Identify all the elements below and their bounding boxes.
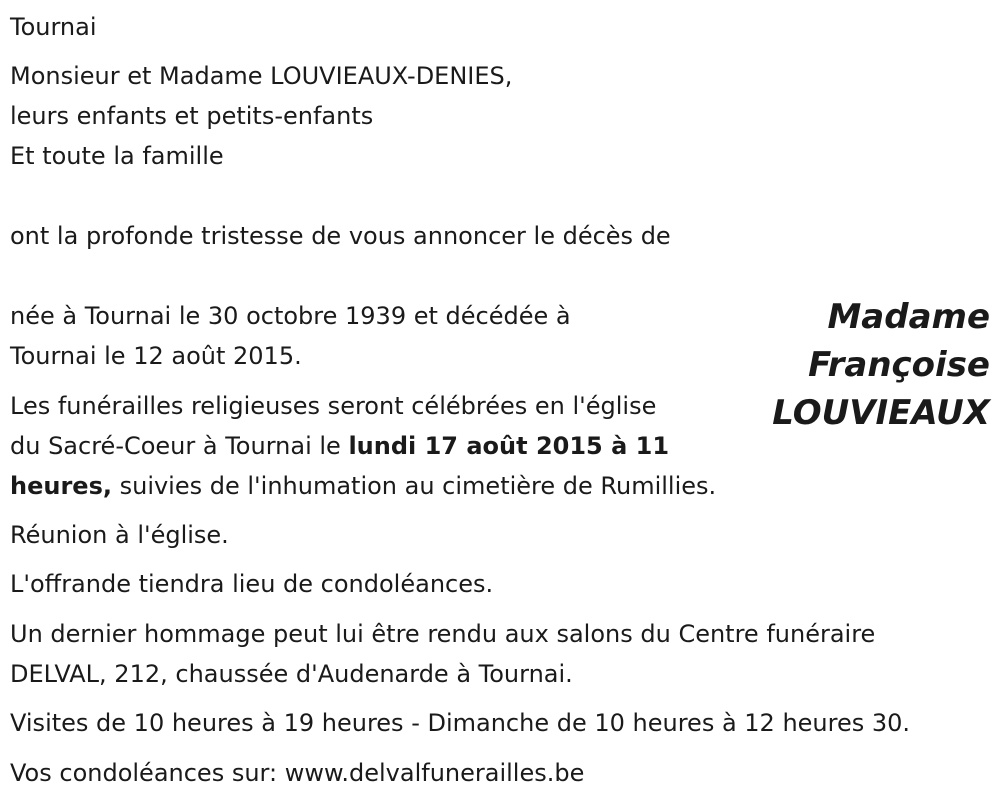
- family-line-1: Monsieur et Madame LOUVIEAUX-DENIES,: [10, 62, 513, 90]
- deceased-title: Madame: [827, 297, 990, 337]
- deceased-first-name: Françoise: [808, 345, 990, 385]
- funeral-line-2: [10, 434, 669, 458]
- funeral-line-2-text: du Sacré-Coeur à Tournai le: [10, 432, 349, 460]
- offering: L'offrande tiendra lieu de condoléances.: [10, 570, 494, 598]
- family-line-3: Et toute la famille: [10, 142, 224, 170]
- tribute-line-1: Un dernier hommage peut lui être rendu aux salons du Centre funéraire: [10, 620, 876, 648]
- family-line-2: leurs enfants et petits-enfants: [10, 102, 374, 130]
- birth-death-line-2: Tournai le 12 août 2015.: [10, 342, 302, 370]
- funeral-hours: heures,: [10, 472, 112, 500]
- funeral-line-1: Les funérailles religieuses seront célébrées en l'église: [10, 392, 657, 420]
- birth-death-line-1: née à Tournai le 30 octobre 1939 et décédée à: [10, 302, 571, 330]
- location: Tournai: [10, 13, 97, 41]
- visits: Visites de 10 heures à 19 heures - Dimanche de 10 heures à 12 heures 30.: [10, 709, 911, 737]
- condolences: Vos condoléances sur: www.delvalfunerailles.be: [10, 759, 585, 787]
- funeral-date-time: lundi 17 août 2015 à 11: [348, 432, 670, 460]
- tribute-line-2: DELVAL, 212, chaussée d'Audenarde à Tournai.: [10, 660, 573, 688]
- announcement: ont la profonde tristesse de vous annoncer le décès de: [10, 222, 671, 250]
- deceased-last-name: LOUVIEAUX: [772, 393, 990, 433]
- meeting: Réunion à l'église.: [10, 521, 229, 549]
- funeral-line-3: [10, 474, 716, 498]
- funeral-line-3-text: suivies de l'inhumation au cimetière de Rumillies.: [111, 472, 717, 500]
